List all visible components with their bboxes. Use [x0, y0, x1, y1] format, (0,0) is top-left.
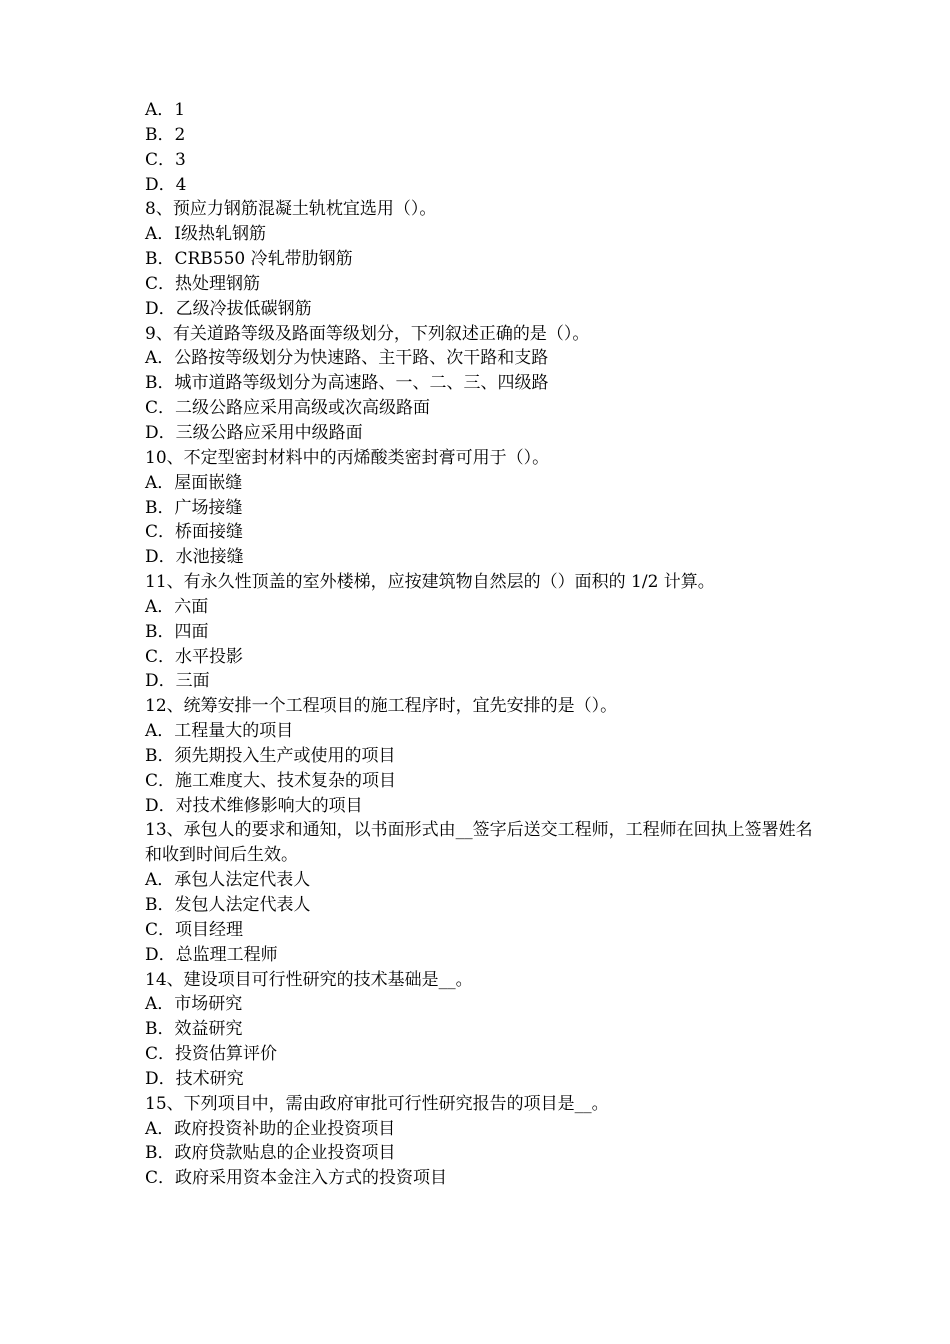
question-text: 8、预应力钢筋混凝土轨枕宜选用（）。	[145, 199, 437, 220]
option-line: B．2	[145, 124, 186, 145]
option-line: A．政府投资补助的企业投资项目	[145, 1118, 396, 1139]
option-line: C．施工难度大、技术复杂的项目	[145, 770, 397, 791]
option-line: A．公路按等级划分为快速路、主干路、次干路和支路	[145, 348, 549, 369]
option-line: C．桥面接缝	[145, 522, 244, 543]
option-line: B．发包人法定代表人	[145, 895, 311, 915]
option-line: D．三面	[145, 671, 210, 692]
option-line: B．CRB550 冷轧带肋钢筋	[145, 249, 353, 270]
option-line: B．广场接缝	[145, 497, 243, 518]
option-line: C．政府采用资本金注入方式的投资项目	[145, 1168, 448, 1189]
question-text: 10、不定型密封材料中的丙烯酸类密封膏可用于（）。	[145, 447, 550, 468]
question-10	[145, 446, 825, 570]
option-line: B．效益研究	[145, 1019, 243, 1040]
question-text: 14、建设项目可行性研究的技术基础是__。	[145, 969, 473, 990]
option-line: D．三级公路应采用中级路面	[145, 422, 363, 443]
option-line: A．承包人法定代表人	[145, 870, 311, 891]
option-line: A．Ⅰ级热轧钢筋	[145, 224, 266, 245]
option-line: A．市场研究	[145, 994, 243, 1015]
question-11	[145, 570, 825, 694]
question-13	[145, 818, 825, 967]
question-15	[145, 1092, 825, 1191]
option-line: D．乙级冷拔低碳钢筋	[145, 298, 312, 319]
option-line: A．六面	[145, 596, 209, 617]
question-8	[145, 197, 825, 321]
option-line: C．项目经理	[145, 919, 244, 940]
option-line: C．热处理钢筋	[145, 273, 261, 294]
question-9	[145, 322, 825, 446]
option-line: C．二级公路应采用高级或次高级路面	[145, 398, 431, 419]
option-line: D．对技术维修影响大的项目	[145, 795, 363, 816]
option-line: B．城市道路等级划分为高速路、一、二、三、四级路	[145, 373, 549, 394]
question-14	[145, 968, 825, 1092]
option-line: D．4	[145, 174, 187, 195]
question-12	[145, 694, 825, 818]
option-line: A．1	[145, 100, 186, 120]
option-line: C．3	[145, 149, 186, 170]
option-line: A．屋面嵌缝	[145, 472, 243, 493]
question-text: 15、下列项目中，需由政府审批可行性研究报告的项目是__。	[145, 1093, 609, 1114]
option-line: C．投资估算评价	[145, 1044, 278, 1065]
option-line: D．技术研究	[145, 1068, 244, 1089]
option-line: D．水池接缝	[145, 547, 244, 568]
option-line: B．须先期投入生产或使用的项目	[145, 745, 396, 766]
option-line: C．水平投影	[145, 646, 244, 667]
option-line: B．四面	[145, 621, 209, 642]
question-text: 9、有关道路等级及路面等级划分，下列叙述正确的是（）。	[145, 323, 590, 344]
option-line: B．政府贷款贴息的企业投资项目	[145, 1143, 396, 1164]
option-line: A．工程量大的项目	[145, 721, 294, 742]
document-content	[145, 98, 825, 1191]
option-line: D．总监理工程师	[145, 944, 278, 965]
question-text: 13、承包人的要求和通知，以书面形式由__签字后送交工程师，工程师在回执上签署姓名和收到时间后生效。	[145, 820, 813, 866]
question-text: 11、有永久性顶盖的室外楼梯，应按建筑物自然层的（）面积的 1/2 计算。	[145, 572, 715, 593]
question-text: 12、统筹安排一个工程项目的施工程序时，宜先安排的是（）。	[145, 696, 618, 717]
